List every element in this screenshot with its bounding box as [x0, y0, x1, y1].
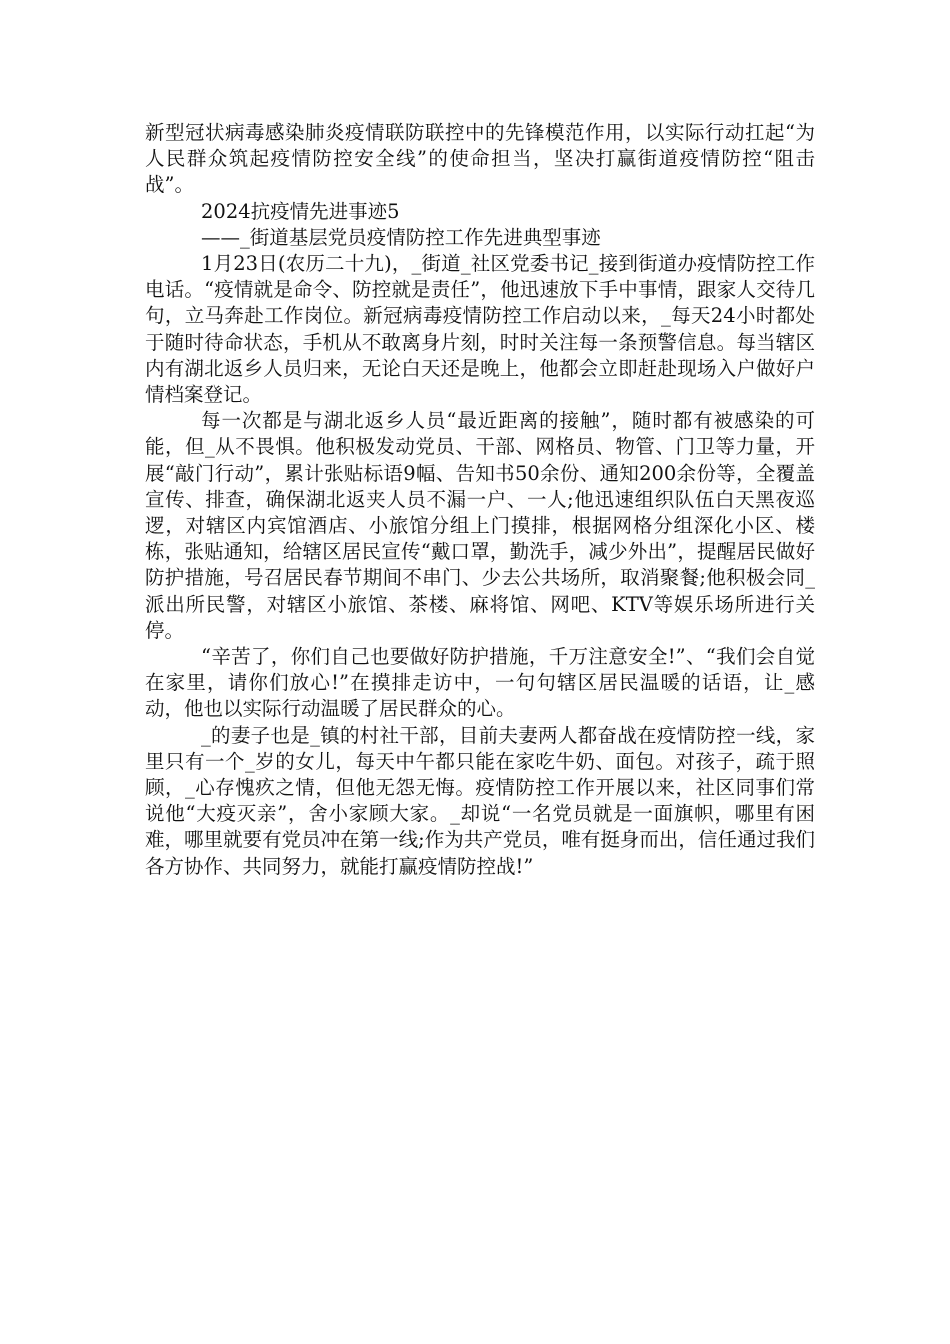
paragraph-intro-continuation: 新型冠状病毒感染肺炎疫情联防联控中的先锋模范作用，以实际行动扛起“为人民群众筑起疫情防控安全线”的使命担当，坚决打赢街道疫情防控“阻击战”。	[145, 121, 815, 197]
paragraph-resident-quotes: “辛苦了，你们自己也要做好防护措施，千万注意安全!”、“我们会自觉在家里，请你们放心!”在摸排走访中，一句句辖区居民温暖的话语，让_感动，他也以实际行动温暖了居民群众的心。	[145, 645, 815, 721]
paragraph-door-knocking: 每一次都是与湖北返乡人员“最近距离的接触”，随时都有被感染的可能，但_从不畏惧。他积极发动党员、干部、网格员、物管、门卫等力量，开展“敲门行动”，累计张贴标语9幅、告知书50余份、通知200余份等，全覆盖宣传、排查，确保湖北返夹人员不漏一户、一人;他迅速组织队伍白天黑夜巡逻，对辖区内宾馆酒店、小旅馆分组上门摸排，根据网格分组深化小区、楼栋，张贴通知，给辖区居民宣传“戴口罩，勤洗手，减少外出”，提醒居民做好防护措施，号召居民春节期间不串门、少去公共场所，取消聚餐;他积极会同_派出所民警，对辖区小旅馆、茶楼、麻将馆、网吧、KTV等娱乐场所进行关停。	[145, 409, 815, 642]
section-title: 2024抗疫情先进事迹5	[201, 199, 400, 223]
paragraph-family: _的妻子也是_镇的村社干部，目前夫妻两人都奋战在疫情防控一线，家里只有一个_岁的女儿，每天中午都只能在家吃牛奶、面包。对孩子，疏于照顾，_心存愧疚之情，但他无怨无悔。疫情防控工作开展以来，社区同事们常说他“大疫灭亲”，舍小家顾大家。_却说“一名党员就是一面旗帜，哪里有困难，哪里就要有党员冲在第一线;作为共产党员，唯有挺身而出，信任通过我们各方协作、共同努力，就能打赢疫情防控战!”	[145, 723, 815, 878]
document-body	[145, 120, 815, 880]
paragraph-phone-call: 1月23日(农历二十九)，_街道_社区党委书记_接到街道办疫情防控工作电话。“疫情就是命令、防控就是责任”，他迅速放下手中事情，跟家人交待几句，立马奔赴工作岗位。新冠病毒疫情防控工作启动以来，_每天24小时都处于随时待命状态，手机从不敢离身片刻，时时关注每一条预警信息。每当辖区内有湖北返乡人员归来，无论白天还是晚上，他都会立即赶赴现场入户做好户情档案登记。	[145, 252, 815, 407]
section-subtitle: ——_街道基层党员疫情防控工作先进典型事迹	[201, 225, 601, 249]
